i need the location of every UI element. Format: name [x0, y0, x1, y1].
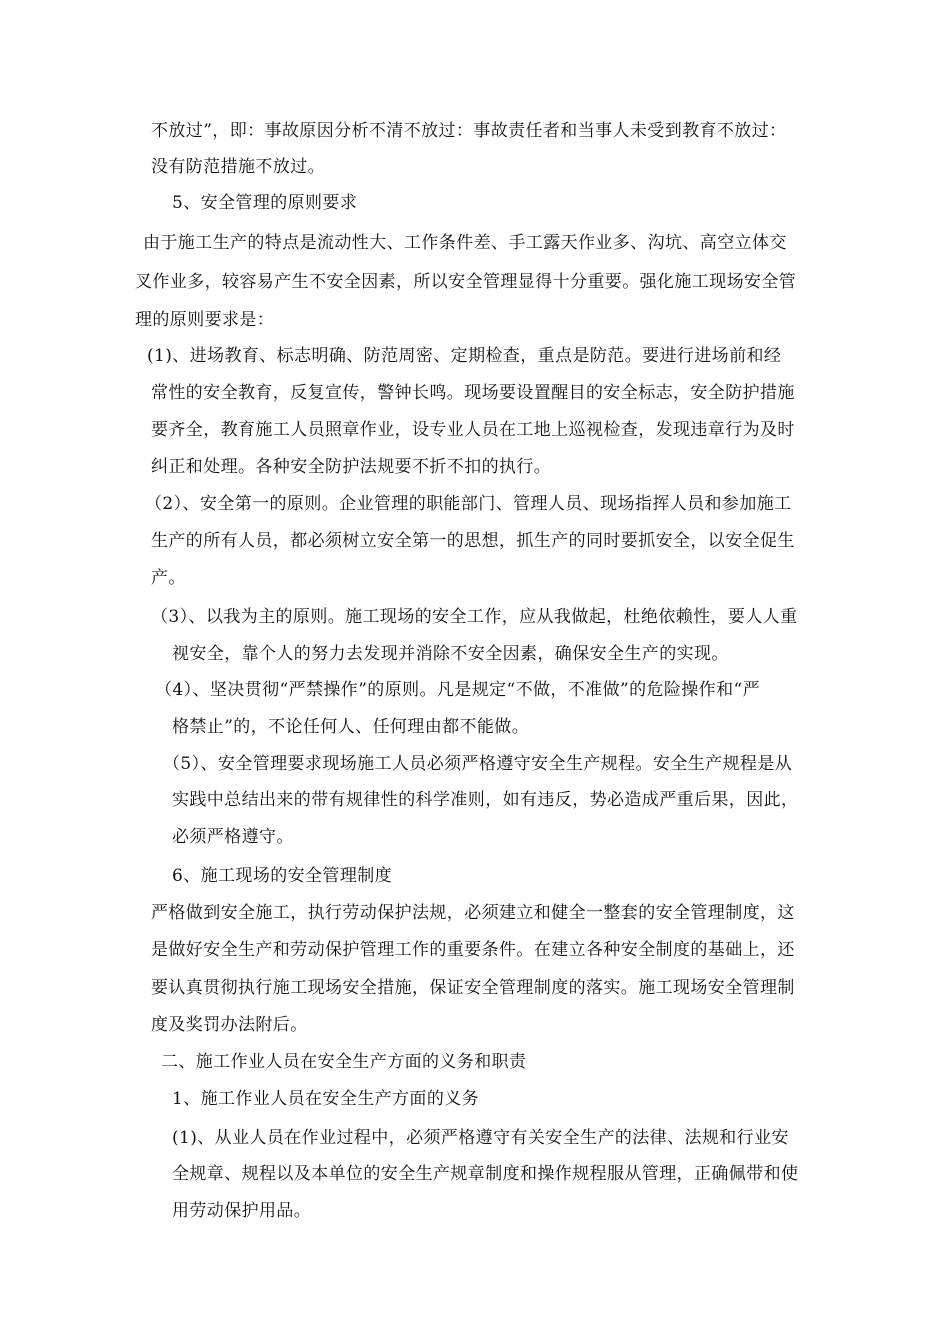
- text-line: 产。: [151, 568, 186, 588]
- section-heading: 1、施工作业人员在安全生产方面的义务: [172, 1089, 480, 1109]
- text-line: 常性的安全教育，反复宣传，警钟长鸣。现场要设置醒目的安全标志，安全防护措施: [151, 383, 795, 403]
- text-line: (1)、进场教育、标志明确、防范周密、定期检查，重点是防范。要进行进场前和经: [147, 346, 782, 366]
- text-line: 严格做到安全施工，执行劳动保护法规，必须建立和健全一整套的安全管理制度，这: [151, 903, 795, 923]
- text-line: 叉作业多，较容易产生不安全因素，所以安全管理显得十分重要。强化施工现场安全管: [135, 272, 797, 292]
- text-line: 由于施工生产的特点是流动性大、工作条件差、手工露天作业多、沟坑、高空立体交: [143, 233, 787, 253]
- text-line: 要认真贯彻执行施工现场安全措施，保证安全管理制度的落实。施工现场安全管理制: [151, 978, 795, 998]
- text-line: （5）、安全管理要求现场施工人员必须严格遵守安全生产规程。安全生产规程是从: [163, 754, 793, 774]
- text-line: 不放过”，即：事故原因分析不清不放过：事故责任者和当事人未受到教育不放过：: [151, 121, 787, 141]
- text-line: （4）、坚决贯彻“严禁操作”的原则。凡是规定“不做，不准做”的危险操作和“严: [155, 680, 760, 700]
- text-line: 理的原则要求是：: [135, 310, 275, 330]
- text-line: 用劳动保护用品。: [172, 1201, 312, 1221]
- text-line: 度及奖罚办法附后。: [151, 1015, 308, 1035]
- text-line: 纠正和处理。各种安全防护法规要不折不扣的执行。: [151, 457, 552, 477]
- text-line: 没有防范措施不放过。: [151, 157, 325, 177]
- text-line: 是做好安全生产和劳动保护管理工作的重要条件。在建立各种安全制度的基础上，还: [151, 940, 795, 960]
- section-heading: 6、施工现场的安全管理制度: [172, 866, 393, 886]
- text-line: 要齐全，教育施工人员照章作业，设专业人员在工地上巡视检查，发现违章行为及时: [151, 420, 795, 440]
- text-line: (1)、从业人员在作业过程中，必须严格遵守有关安全生产的法律、法规和行业安: [172, 1128, 789, 1148]
- text-line: （3）、以我为主的原则。施工现场的安全工作，应从我做起，杜绝依赖性，要人人重: [151, 607, 798, 627]
- text-line: 格禁止”的，不论任何人、任何理由都不能做。: [172, 717, 530, 737]
- text-line: 视安全，靠个人的努力去发现并消除不安全因素，确保安全生产的实现。: [172, 644, 729, 664]
- text-line: （2）、安全第一的原则。企业管理的职能部门、管理人员、现场指挥人员和参加施工: [145, 494, 792, 514]
- text-line: 必须严格遵守。: [172, 827, 294, 847]
- text-line: 全规章、规程以及本单位的安全生产规章制度和操作规程服从管理，正确佩带和使: [172, 1164, 799, 1184]
- text-line: 实践中总结出来的带有规律性的科学准则，如有违反，势必造成严重后果，因此，: [172, 790, 799, 810]
- text-line: 生产的所有人员，都必须树立安全第一的思想，抓生产的同时要抓安全，以安全促生: [151, 531, 795, 551]
- section-heading: 5、安全管理的原则要求: [172, 193, 358, 213]
- section-heading: 二、施工作业人员在安全生产方面的义务和职责: [161, 1052, 527, 1072]
